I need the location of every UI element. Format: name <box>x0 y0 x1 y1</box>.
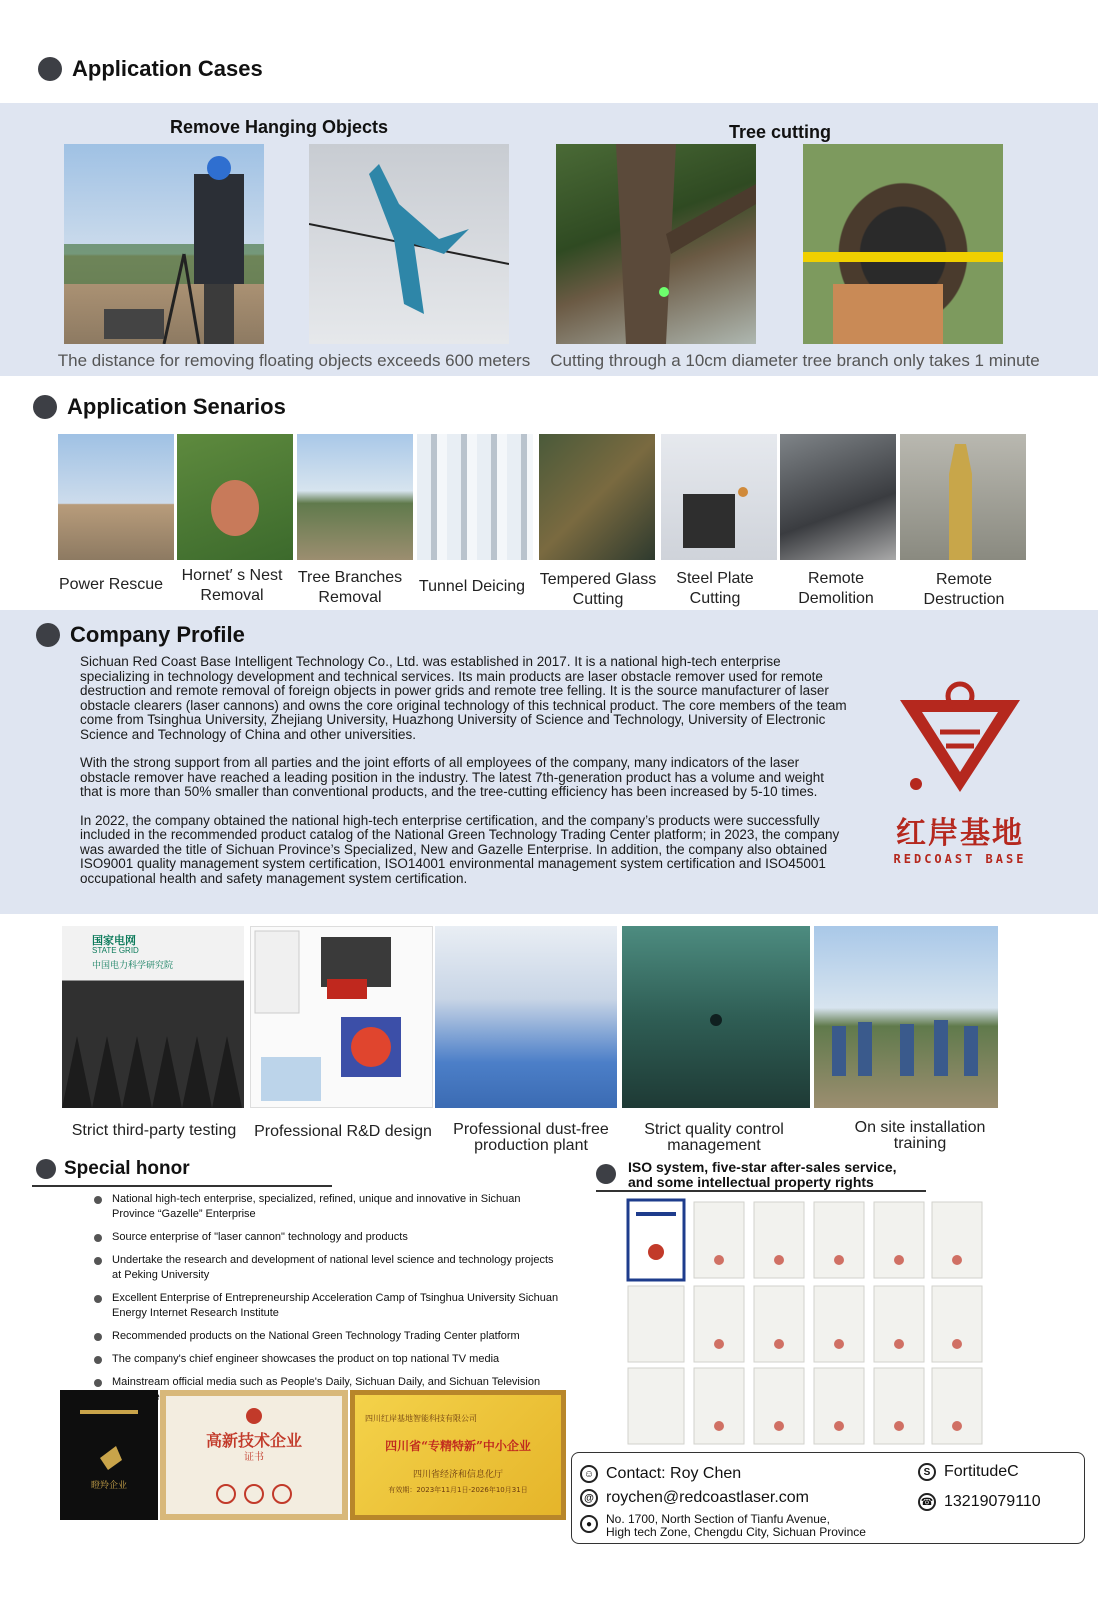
state-grid-sign-sub: 中国电力科学研究院 <box>92 960 174 970</box>
scenario-label-tempered-glass: Tempered Glass Cutting <box>539 571 657 608</box>
section-title-company-profile: Company Profile <box>36 622 245 648</box>
bullet-dot <box>33 395 57 419</box>
contact-email[interactable]: roychen@redcoastlaser.com <box>606 1489 809 1506</box>
iso-underline <box>596 1190 926 1192</box>
bullet-dot <box>38 57 62 81</box>
scenario-label-remote-destruction: Remote Destruction <box>923 571 1005 608</box>
certificate-gold-company: 四川红岸基地智能科技有限公司 <box>365 1414 477 1423</box>
list-item: Mainstream official media such as People's Daily, Sichuan Daily, and Sichuan Television <box>92 1375 562 1405</box>
section-title-application-scenarios: Application Senarios <box>33 394 286 420</box>
profile-paragraph-3: In 2022, the company obtained the national high-tech enterprise certification, and the company’s products were successfully included in the recommended product catalog of the National Green Technology Trading Center platform; in 2023, the company was awarded the title of Sichuan Province’s Specialized, New and Gazelle Enterprise. In addition, the company also obtained ISO9001 quality management system certification, ISO14001 environmental management system certification and ISO45001 occupational health and safety management system certification. <box>80 812 840 886</box>
bullet-dot <box>36 623 60 647</box>
strength-label-testing: Strict third-party testing <box>71 1122 237 1139</box>
contact-card <box>571 1452 1085 1544</box>
certificate-gold-valid: 有效期：2023年11月1日-2026年10月31日 <box>388 1486 528 1494</box>
company-profile-text <box>80 655 850 900</box>
contact-phone-row[interactable] <box>918 1493 1041 1511</box>
patent-certificate-grid <box>626 1198 988 1446</box>
bullet-dot <box>36 1159 56 1179</box>
certificate-white-subtitle: 证书 <box>244 1452 264 1463</box>
scenario-label-hornet-nest: Hornet′ s Nest Removal <box>181 567 283 604</box>
photo-dust-free-plant <box>435 926 617 1108</box>
contact-name: Contact: Roy Chen <box>606 1465 742 1482</box>
scenario-label-power-rescue: Power Rescue <box>58 576 164 593</box>
strength-label-rd-design: Professional R&D design <box>254 1123 432 1140</box>
certificate-sichuan-specialized <box>350 1390 566 1520</box>
photo-quality-control-parts <box>622 926 810 1108</box>
scenario-photo-tempered-glass <box>539 434 655 560</box>
scenario-photo-remote-demolition <box>780 434 896 560</box>
email-icon: @ <box>580 1489 598 1507</box>
logo-chinese-name: 红岸基地 <box>896 816 1024 851</box>
photo-tree-stump-measured <box>803 144 1003 344</box>
scenario-label-remote-demolition: Remote Demolition <box>798 570 874 607</box>
scenario-label-tree-branches: Tree Branches Removal <box>297 569 403 606</box>
scenario-photo-steel-plate <box>661 434 777 560</box>
scenario-photo-tunnel-deicing <box>417 434 533 560</box>
strength-label-training: On site installation training <box>854 1119 986 1152</box>
certificate-gazelle-black <box>60 1390 158 1520</box>
list-item: The company's chief engineer showcases the product on top national TV media <box>92 1352 562 1367</box>
scenario-label-steel-plate: Steel Plate Cutting <box>676 570 754 607</box>
bullet-dot <box>596 1164 616 1184</box>
honor-underline <box>32 1185 332 1187</box>
section-title-application-cases: Application Cases <box>38 56 263 82</box>
honor-list <box>92 1192 562 1413</box>
case-caption-hanging-objects: The distance for removing floating objects exceeds 600 meters <box>57 351 531 370</box>
section-title-iso-system: ISO system, five-star after-sales service, and some intellectual property rights <box>596 1160 897 1190</box>
contact-skype-row[interactable] <box>918 1463 1019 1481</box>
certificate-gold-title: 四川省“专精特新”中小企业 <box>385 1439 531 1453</box>
phone-icon: ☎ <box>918 1493 936 1511</box>
scenario-photo-tree-branches <box>297 434 413 560</box>
contact-address: No. 1700, North Section of Tianfu Avenue, High tech Zone, Chengdu City, Sichuan Province <box>606 1512 866 1539</box>
state-grid-sign-cn: 国家电网 <box>92 935 136 947</box>
photo-onsite-training <box>814 926 998 1108</box>
strength-label-plant: Professional dust-free production plant <box>453 1121 609 1154</box>
case-title-tree-cutting: Tree cutting <box>728 122 831 142</box>
contact-skype[interactable]: FortitudeC <box>944 1463 1019 1480</box>
contact-address-row <box>580 1513 866 1539</box>
scenario-label-tunnel-deicing: Tunnel Deicing <box>418 578 526 595</box>
skype-icon: S <box>918 1463 936 1481</box>
list-item: Excellent Enterprise of Entrepreneurship Acceleration Camp of Tsinghua University Sichuan Energy Internet Research Institute <box>92 1291 562 1321</box>
contact-phone[interactable]: 13219079110 <box>944 1493 1041 1510</box>
case-caption-tree-cutting: Cutting through a 10cm diameter tree branch only takes 1 minute <box>550 351 1040 370</box>
scenario-photo-hornet-nest <box>177 434 293 560</box>
list-item: Source enterprise of "laser cannon" technology and products <box>92 1230 562 1245</box>
scenario-photo-remote-destruction <box>900 434 1026 560</box>
profile-paragraph-1: Sichuan Red Coast Base Intelligent Technology Co., Ltd. was established in 2017. It is a national high-tech enterprise specializing in technology development and technical services. Its main products are laser obstacle remover used for remote destruction and remote removal of foreign objects in power grids and remote tree felling. It is the source manufacturer of laser obstacle clearers (laser cannons) and owns the core original technology of this technical product. The core members of the team come from Tsinghua University, Zhejiang University, Huazhong University of Science and Technology, University of Electronic Science and Technology of China and other universities. <box>80 654 847 742</box>
photo-anechoic-test-chamber <box>62 926 244 1108</box>
photo-rd-design-sheets <box>250 926 433 1108</box>
contact-name-row <box>580 1465 741 1483</box>
case-title-hanging-objects: Remove Hanging Objects <box>169 117 389 137</box>
photo-operator-with-laser <box>64 144 264 344</box>
strength-label-quality: Strict quality control management <box>644 1121 784 1154</box>
certificate-white-title: 高新技术企业 <box>205 1431 302 1450</box>
photo-kite-on-power-line <box>309 144 509 344</box>
certificate-gold-issuer: 四川省经济和信息化厅 <box>412 1470 503 1480</box>
location-pin-icon: ● <box>580 1515 598 1533</box>
contact-email-row[interactable] <box>580 1489 809 1507</box>
logo-english-name: REDCOAST BASE <box>893 852 1027 866</box>
redcoast-logo <box>880 680 1040 866</box>
state-grid-sign-en: STATE GRID <box>92 946 139 955</box>
profile-paragraph-2: With the strong support from all parties and the joint efforts of all employees of the company, many indicators of the laser obstacle remover have reached a leading position in the industry. The latest 7th-generation product has a volume and weight that is more than 50% smaller than conventional products, and the tree-cutting efficiency has been increased by 5-10 times. <box>80 755 824 799</box>
list-item: National high-tech enterprise, specialized, refined, unique and innovative in Sichuan Province “Gazelle” Enterprise <box>92 1192 562 1222</box>
list-item: Recommended products on the National Green Technology Trading Center platform <box>92 1329 562 1344</box>
certificate-high-tech-enterprise <box>160 1390 348 1520</box>
scenario-photo-power-rescue <box>58 434 174 560</box>
photo-tree-trunk-cutting <box>556 144 756 344</box>
redcoast-logo-mark <box>880 680 1040 795</box>
person-icon: ☺ <box>580 1465 598 1483</box>
certificate-black-title: 瞪羚企业 <box>90 1481 127 1491</box>
section-title-special-honor: Special honor <box>36 1158 190 1180</box>
list-item: Undertake the research and development of national level science and technology projects at Peking University <box>92 1253 562 1283</box>
